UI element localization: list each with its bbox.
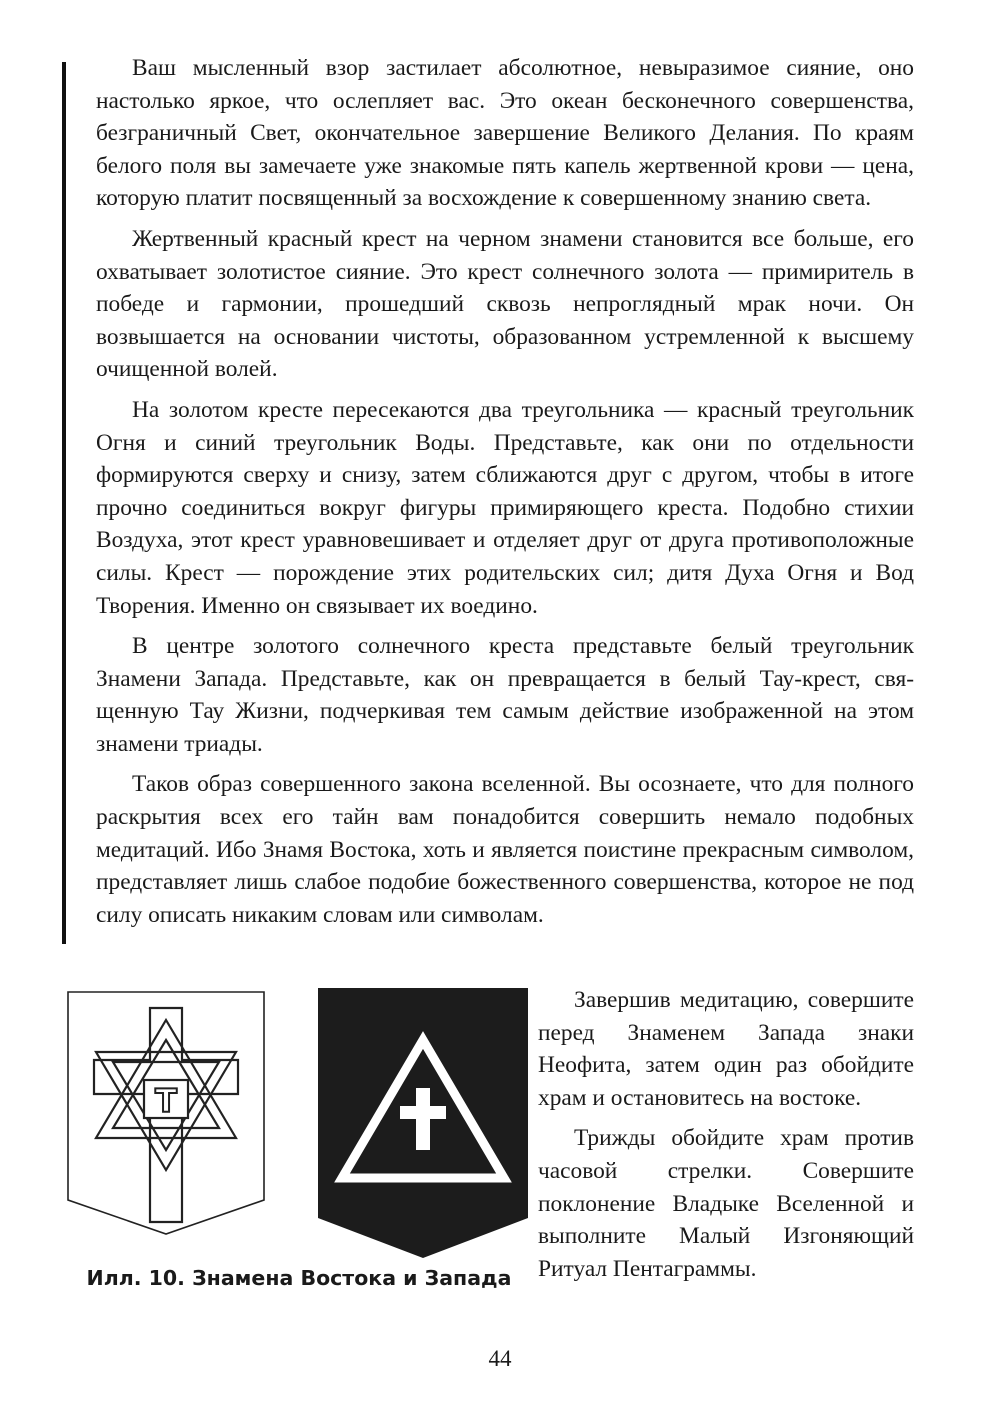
figure-caption: Илл. 10. Знамена Востока и Запада (86, 1266, 512, 1290)
main-text (96, 52, 914, 939)
west-banner-image (318, 988, 528, 1258)
paragraph-5: Таков образ совершенного закона вселенной. Вы осознаете, что для полного раскрытия всех его тайн вам понадобится совершить немало подобных медитаций. Ибо Знамя Востока, хоть и является поистине прекрасным символом, представляет лишь слабое подобие божественного совершенства, которое не под силу описать никаким словам или символам. (96, 771, 914, 928)
paragraph-1: Ваш мысленный взор застилает абсолютное, невыразимое сияние, оно настолько яркое, что ослепляет вас. Это океан бесконечного совершенства, безграничный Свет, окончательное завершение Великого Делания. По краям белого поля вы замечаете уже знакомые пять капель жертвенной крови — цена, которую платит посвященный за восхождение к совершенному знанию света. (96, 55, 914, 212)
paragraph-3: На золотом кресте пересекаются два треугольника — красный треугольник Огня и синий треугольник Воды. Представьте, как они по отдельности формируются сверху и снизу, затем сближаются друг с другом, чтобы в итоге прочно соединиться вокруг фигуры примиряющего креста. Подобно стихии Воздуха, этот крест уравновешивает и отделяет друг от друга противоположные силы. Крест — порождение этих родительских сил; дитя Духа Огня и Вод Творения. Именно он связывает их воедино. (96, 396, 914, 619)
side-text (538, 984, 914, 1293)
side-paragraph-2: Трижды обойдите храм против часовой стрелки. Совершите поклонение Владыке Вселенной и выполните Малый Изгоняющий Ритуал Пентаграммы. (538, 1125, 914, 1282)
east-banner-image (66, 990, 266, 1236)
page-number: 44 (488, 1346, 512, 1371)
east-banner-tau-letter: T (155, 1082, 177, 1120)
side-paragraph-1: Завершив медитацию, совершите перед Знаменем Запада знаки Неофита, затем один раз обойдите храм и остановитесь на востоке. (538, 987, 914, 1111)
paragraph-4: В центре золотого солнечного креста представьте белый треугольник Знамени Запада. Представьте, как он превращается в белый Тау-крест, священную Тау Жизни, подчеркивая тем самым действие изображенной на этом знамени триады. (96, 633, 914, 757)
illustration (60, 982, 538, 1312)
margin-bar (62, 62, 66, 944)
paragraph-2: Жертвенный красный крест на черном знамени становится все больше, его охватывает золотистое сияние. Это крест солнечного золота — примиритель в победе и гармонии, прошедший сквозь непроглядный мрак ночи. Он возвышается на основании чистоты, образованном устремленной к высшему очищенной волей. (96, 225, 914, 383)
